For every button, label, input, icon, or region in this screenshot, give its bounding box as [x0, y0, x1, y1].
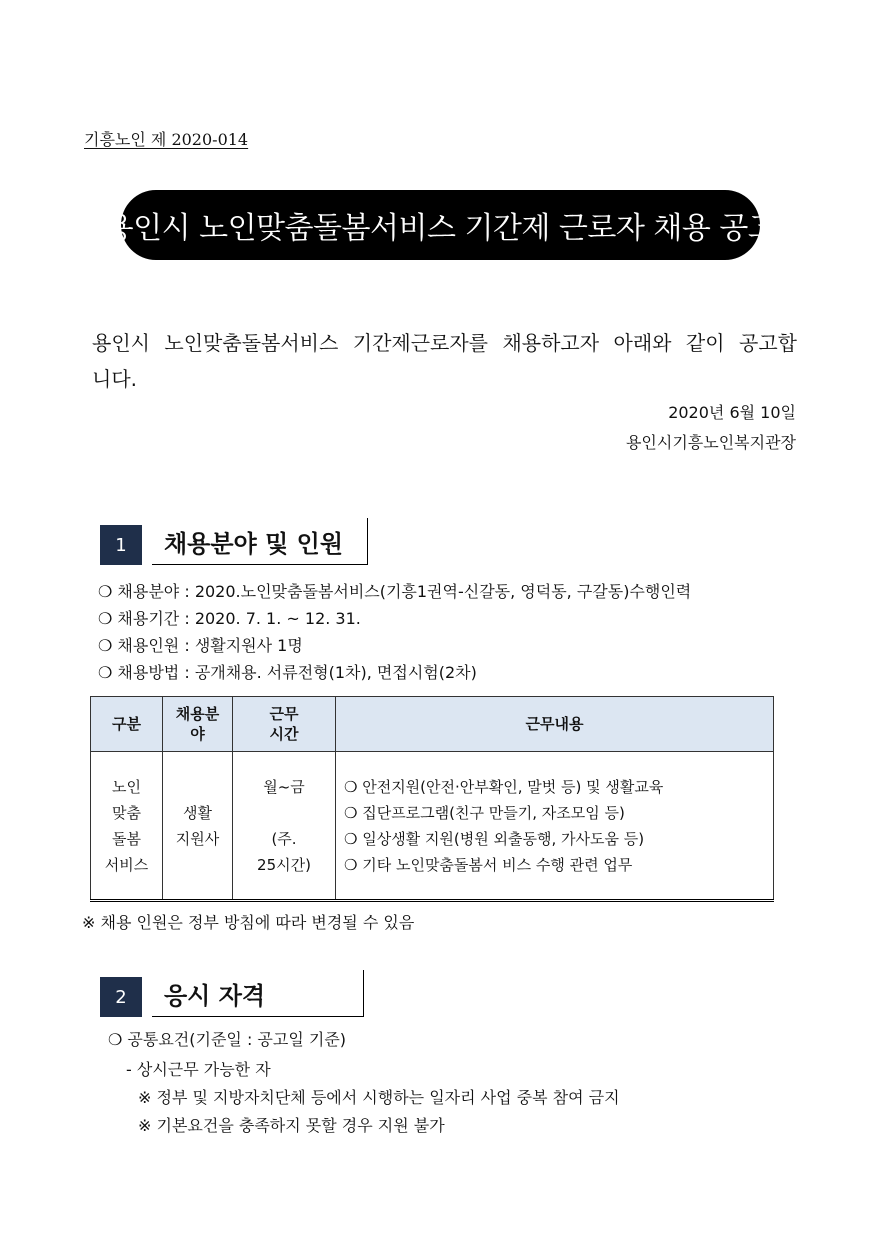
intro-paragraph: 용인시 노인맞춤돌봄서비스 기간제근로자를 채용하고자 아래와 같이 공고합니다. — [92, 331, 797, 391]
organization-name: 용인시기흥노인복지관장 — [625, 433, 796, 452]
requirement-fulltime: - 상시근무 가능한 자 — [126, 1060, 271, 1079]
header-field: 채용분 야 — [163, 697, 233, 752]
summary-headcount: ❍ 채용인원 : 생활지원사 1명 — [98, 636, 303, 655]
table-header-row — [91, 697, 774, 752]
cell-hours: 월~금 (주. 25시간) — [233, 752, 336, 901]
recruitment-summary-list — [98, 578, 691, 686]
cell-field: 생활 지원사 — [163, 752, 233, 901]
announcement-date: 2020년 6월 10일 — [668, 403, 796, 422]
duty-item: ❍ 집단프로그램(친구 만들기, 자조모임 등) — [344, 803, 625, 822]
title-banner — [104, 190, 777, 260]
summary-field: ❍ 채용분야 : 2020.노인맞춤돌봄서비스(기흥1권역-신갈동, 영덕동, 구갈동)수행인력 — [98, 582, 692, 601]
duty-item: ❍ 일상생활 지원(병원 외출동행, 가사도움 등) — [344, 829, 645, 848]
summary-method: ❍ 채용방법 : 공개채용. 서류전형(1차), 면접시험(2차) — [98, 663, 477, 682]
section-2-title: 응시 자격 — [152, 970, 364, 1017]
header-duties: 근무내용 — [336, 697, 774, 752]
duty-item: ❍ 기타 노인맞춤돌봄서 비스 수행 관련 업무 — [344, 855, 633, 874]
header-hours: 근무 시간 — [233, 697, 336, 752]
section-2-number-badge: 2 — [100, 977, 142, 1017]
header-category: 구분 — [91, 697, 163, 752]
section-1-title: 채용분야 및 인원 — [152, 518, 368, 565]
page-title: 용인시 노인맞춤돌봄서비스 기간제 근로자 채용 공고 — [104, 211, 777, 246]
document-number: 기흥노인 제 2020-014 — [84, 130, 249, 149]
requirement-note-duplicate: ※ 정부 및 지방자치단체 등에서 시행하는 일자리 사업 중복 참여 금지 — [138, 1088, 620, 1107]
duty-item: ❍ 안전지원(안전·안부확인, 말벗 등) 및 생활교육 — [344, 777, 664, 796]
cell-duties — [336, 752, 774, 901]
summary-period: ❍ 채용기간 : 2020. 7. 1. ~ 12. 31. — [98, 609, 361, 628]
table-row — [91, 752, 774, 901]
requirement-common: ❍ 공통요건(기준일 : 공고일 기준) — [108, 1030, 347, 1049]
cell-category: 노인 맞춤 돌봄 서비스 — [91, 752, 163, 901]
recruitment-table — [90, 696, 774, 902]
requirement-note-ineligible: ※ 기본요건을 충족하지 못할 경우 지원 불가 — [138, 1116, 445, 1135]
headcount-note: ※ 채용 인원은 정부 방침에 따라 변경될 수 있음 — [82, 913, 415, 932]
section-1-number-badge: 1 — [100, 525, 142, 565]
